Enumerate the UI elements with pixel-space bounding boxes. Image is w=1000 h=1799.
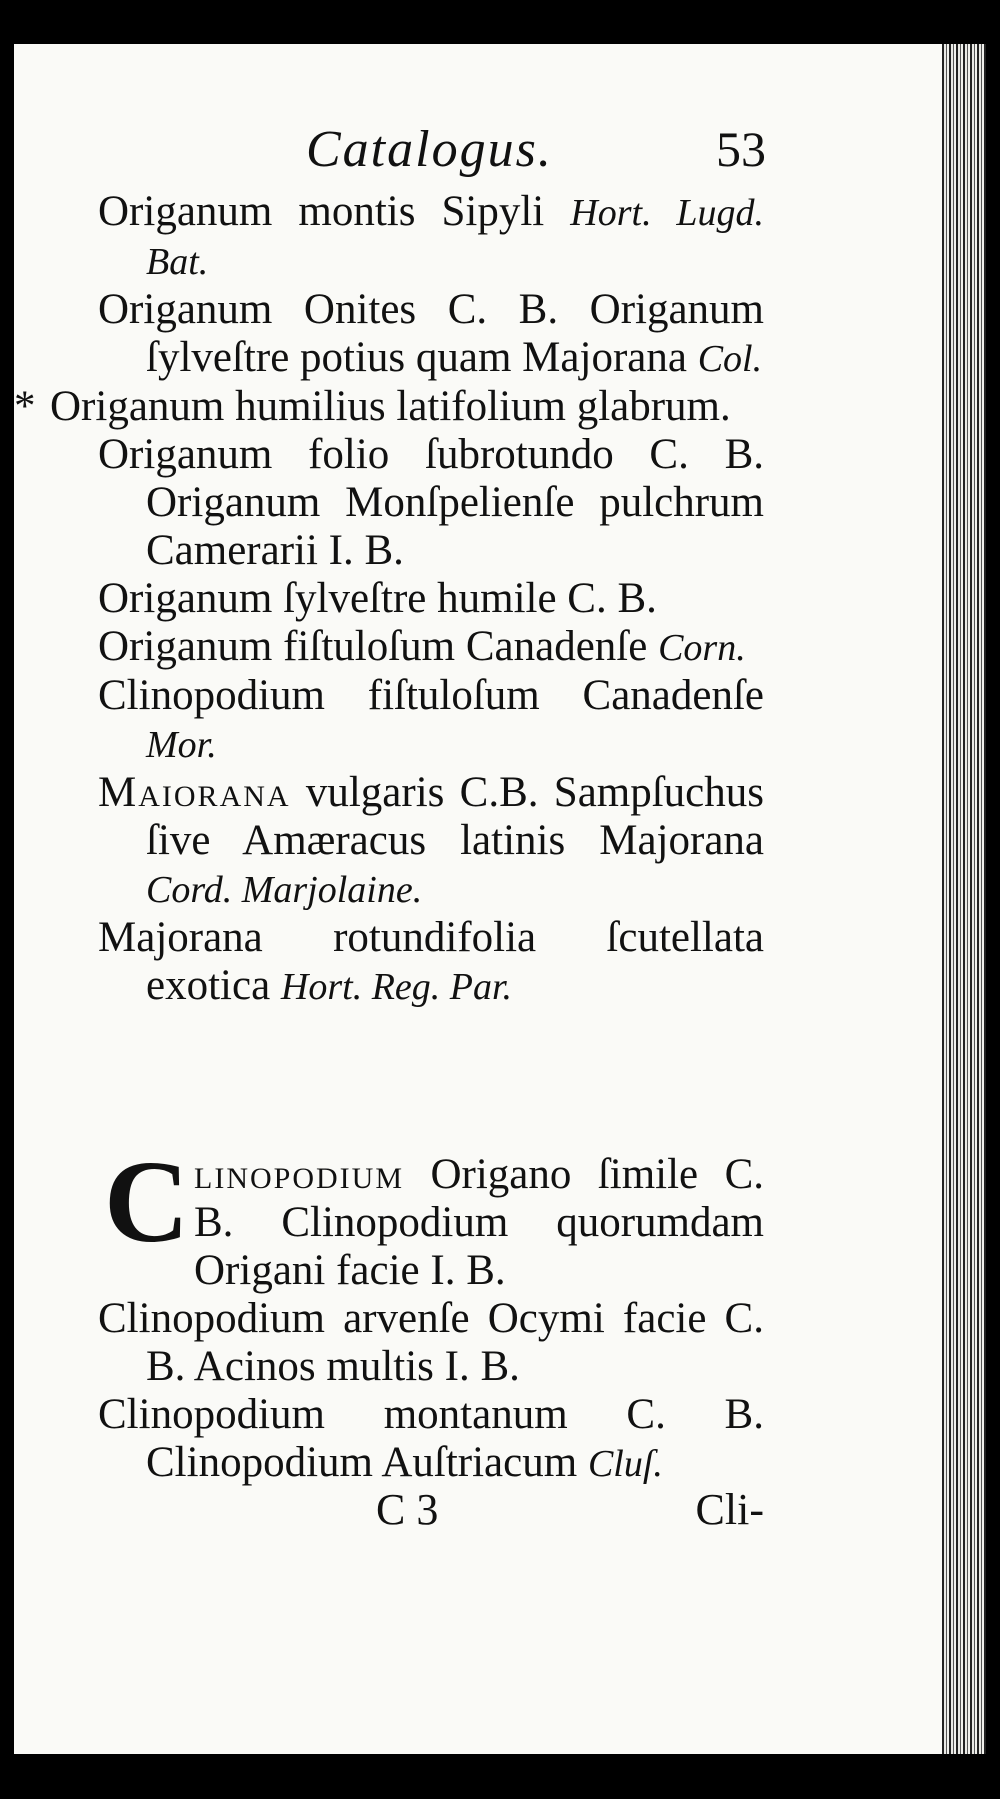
catalogue-text: [14, 188, 765, 1488]
section-break: [98, 1011, 764, 1151]
catalogue-entry: Origanum folio ſubrotundo C. B. Origanum Monſpelienſe pulchrum Camerarii I. B.: [98, 431, 764, 574]
catalogue-entry: Clinopodium fiſtuloſum Canadenſe Mor.: [98, 672, 764, 766]
catalogue-entry: Origanum fiſtuloſum Canadenſe Corn.: [98, 623, 746, 670]
page-number: 53: [716, 121, 766, 177]
page-edges: [942, 44, 986, 1754]
page-footer: [98, 1484, 764, 1540]
catalogue-entry: Origanum montis Sipyli Hort. Lugd. Bat.: [98, 188, 765, 283]
catalogue-entry: Clinopodium montanum C. B. Clinopodium Auſtriacum Cluſ.: [98, 1391, 764, 1486]
catalogue-entry: Maiorana vulgaris C.B. Sampſuchus ſive Amæracus latinis Majorana Cord. Marjolaine.: [98, 769, 764, 911]
section-lead-entry: C linopodium Origano ſimile C. B. Clinopodium quorumdam Origani facie I. B.: [104, 1136, 764, 1294]
star-mark: *: [14, 383, 36, 430]
catalogue-entry: Origanum Onites C. B. Origanum ſylveſtre potius quam Majorana Col.: [98, 286, 764, 381]
catalogue-entry: Clinopodium arvenſe Ocymi facie C. B. Acinos multis I. B.: [98, 1295, 764, 1390]
page-header: [306, 120, 766, 190]
catalogue-entry: Majorana rotundifolia ſcutellata exotica Hort. Reg. Par.: [98, 914, 764, 1009]
book-gutter: [0, 0, 14, 1799]
catalogue-entry: Origanum ſylveſtre humile C. B.: [98, 575, 657, 622]
signature-mark: C 3: [376, 1485, 439, 1534]
drop-cap: C: [104, 1136, 190, 1267]
running-title: Catalogus.: [306, 121, 553, 178]
catalogue-entry: * Origanum humilius latifolium glabrum.: [14, 383, 731, 430]
catchword: Cli-: [695, 1485, 764, 1534]
